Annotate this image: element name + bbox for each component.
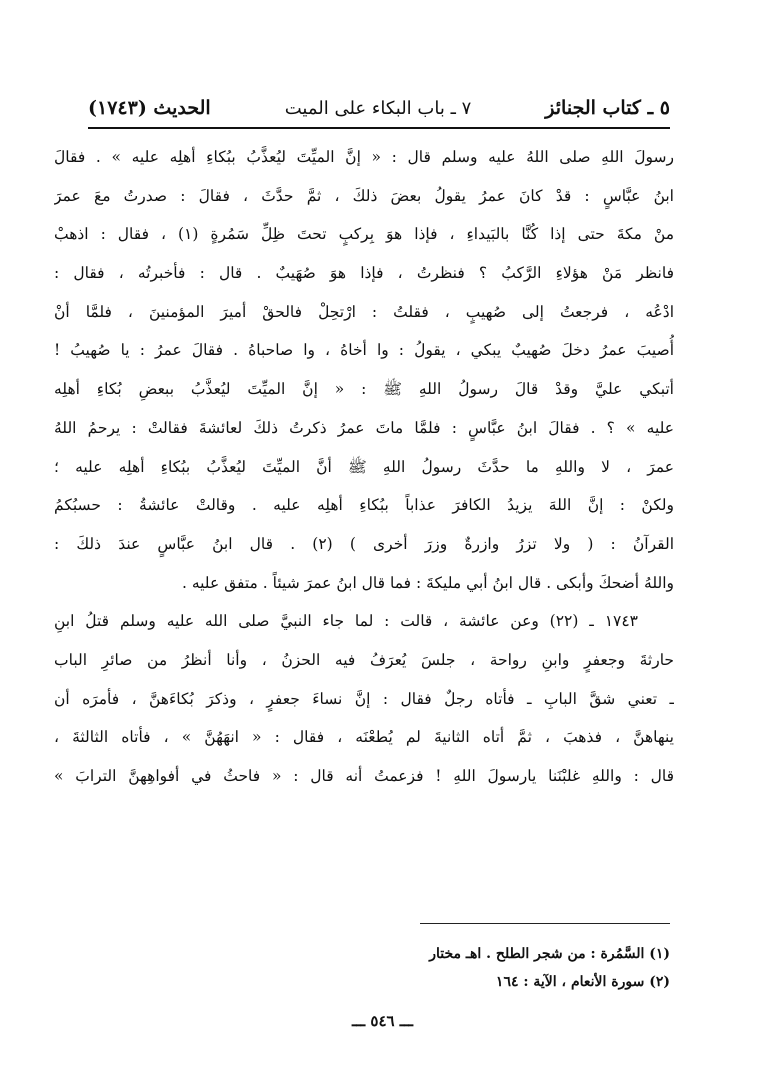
text-line: عليه » ؟ . فقالَ ابنُ عبَّاسٍ : فلمَّا ماتَ عمرُ ذكرتُ ذلكَ لعائشةَ فقالتْ : يرحمُ اللهُ: [54, 418, 674, 437]
text-line: القرآنُ : ( ولا تزرُ وازرةٌ وزرَ أخرى ) (٢) . قال ابنُ عبَّاسٍ عندَ ذلكَ :: [54, 534, 674, 553]
footnote-1: (١) السَّمُرة : من شجر الطلح . اهـ مختار: [429, 946, 670, 962]
text-line: ينهاهنَّ ، فذهبَ ، ثمَّ أتاه الثانيةَ لم يُطعْنَه ، فقال : « انهَهُنَّ » ، فأتاه الثالثةَ ،: [54, 728, 674, 747]
footnote-2: (٢) سورة الأنعام ، الآية : ١٦٤: [495, 974, 670, 990]
text-line: رسولَ اللهِ صلى اللهُ عليه وسلم قال : « إنَّ الميِّتَ ليُعذَّبُ ببُكاءِ أهلِه عليه » . فقالَ: [54, 148, 674, 166]
text-line: ادْعُه ، فرجعتُ إلى صُهيبٍ ، فقلتُ : ارْتحِلْ فالحقْ أميرَ المؤمنينَ ، فلمَّا أنْ: [54, 302, 674, 321]
footnotes: [300, 940, 670, 996]
header-divider: [88, 127, 670, 129]
text-line: ولكنْ : إنَّ اللهَ يزيدُ الكافرَ عذاباً ببُكاءِ أهلِه عليه . وقالتْ عائشةُ : حسبُكمُ: [54, 496, 674, 515]
running-header: [88, 92, 670, 124]
text-line: ابنُ عبَّاسٍ : قدْ كانَ عمرُ يقولُ بعضَ ذلكَ ، ثمَّ حدَّثَ ، فقالَ : صدرتُ معَ عمرَ: [54, 186, 674, 205]
footnote-divider: [420, 923, 670, 924]
text-line: قال : واللهِ غلبْنَنا يارسولَ اللهِ ! فزعمتُ أنه قال : « فاحثُ في أفواهِهنَّ الترابَ »: [54, 767, 674, 785]
text-line: فانظر مَنْ هؤلاءِ الرَّكبُ ؟ فنظرتُ ، فإذا هوَ صُهَيبٌ . قال : فأخبرتُه ، فقال :: [54, 264, 674, 283]
text-line: أُصيبَ عمرُ دخلَ صُهيبٌ يبكي ، يقولُ : وا أخاهُ ، وا صاحباهُ . فقالَ عمرُ : يا صُهيبُ !: [54, 341, 674, 360]
chapter-title: ٧ ـ باب البكاء على الميت: [284, 97, 472, 119]
text-line: عمرَ ، لا واللهِ ما حدَّثَ رسولُ اللهِ ﷺ أنَّ الميِّتَ ليُعذَّبُ ببُكاءِ أهلِه عليه ؛: [54, 457, 674, 476]
page-number: ـــ ٥٤٦ ـــ: [352, 1012, 413, 1030]
text-line: ـ تعني شقَّ البابِ ـ فأتاه رجلٌ فقال : إنَّ نساءَ جعفرٍ ، وذكرَ بُكاءَهنَّ ، فأمرَه أن: [54, 689, 674, 708]
text-line: أتبكي عليَّ وقدْ قالَ رسولُ اللهِ ﷺ : « إنَّ الميِّتَ ليُعذَّبُ ببعضِ بُكاءِ أهلِه: [54, 380, 674, 399]
text-line: حارثةَ وجعفرٍ وابنِ رواحة ، جلسَ يُعرَفُ فيه الحزنُ ، وأنا أنظرُ من صائرِ الباب: [54, 650, 674, 669]
hadith-1743-line: ١٧٤٣ ـ (٢٢) وعن عائشة ، قالت : لما جاء النبيَّ صلى الله عليه وسلم قتلُ ابنِ: [54, 612, 638, 631]
text-line: منْ مكةَ حتى إذا كُنَّا بالبَيداءِ ، فإذا هوَ بِركبٍ تحتَ ظِلِّ سَمُرةٍ (١) ، فقال : اذهبْ: [54, 225, 674, 244]
book-title: ٥ ـ كتاب الجنائز: [545, 97, 670, 119]
text-line: واللهُ أضحكَ وأبكى . قال ابنُ أبي مليكةَ : فما قال ابنُ عمرَ شيئاً . متفق عليه .: [181, 573, 674, 592]
hadith-range: الحديث (١٧٤٣): [88, 97, 211, 119]
main-text: [54, 138, 674, 796]
